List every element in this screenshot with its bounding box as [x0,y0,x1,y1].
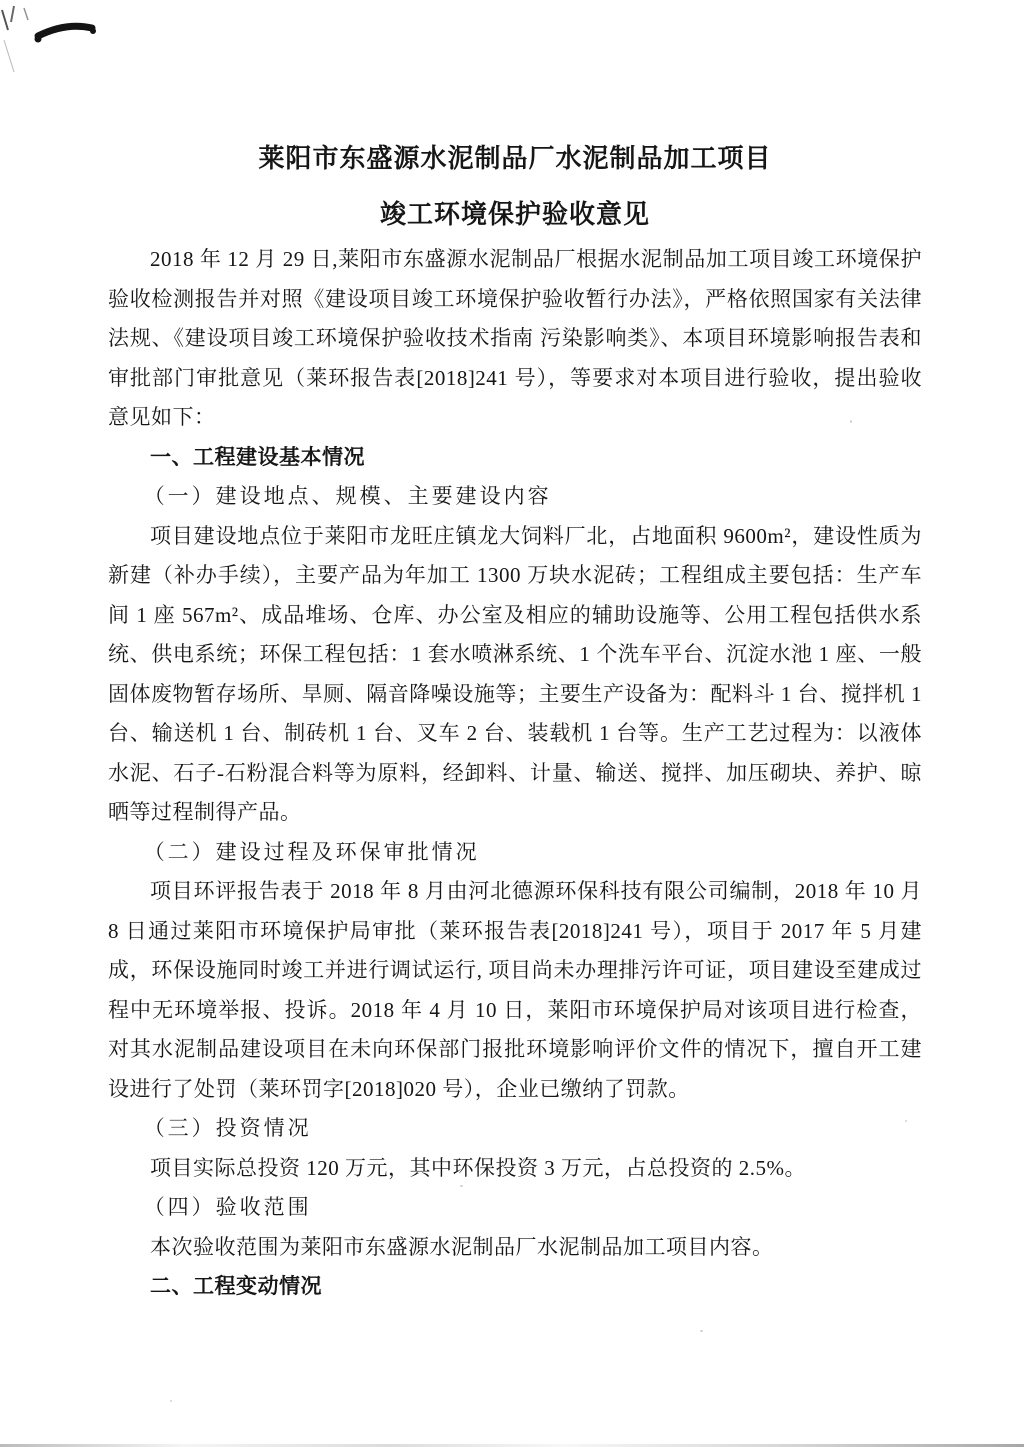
section-heading: （四）验收范围 [143,1195,312,1219]
paragraph: 项目实际总投资 120 万元，其中环保投资 3 万元，占总投资的 2.5%。 [150,1155,806,1180]
paragraph: 2018 年 12 月 29 日,莱阳市东盛源水泥制品厂根据水泥制品加工项目竣工环境保护验收检测报告并对照《建设项目竣工环境保护验收暂行办法》，严格依照国家有关法律法规、《建设项目竣工环境保护验收技术指南 污染影响类》、本项目环境影响报告表和审批部门审批意见（莱环报告表[2018]241 号），等要求对本项目进行验收，提出验收意见如下： [108,247,922,429]
document-title-line2: 竣工环境保护验收意见 [379,200,650,229]
document-title-line1: 莱阳市东盛源水泥制品厂水泥制品加工项目 [258,144,772,173]
section-heading: 一、工程建设基本情况 [150,444,365,469]
section-heading: （二）建设过程及环保审批情况 [143,839,480,864]
paragraph: 项目环评报告表于 2018 年 8 月由河北德源环保科技有限公司编制，2018 年 10 月 8 日通过莱阳市环境保护局审批（莱环报告表[2018]241 号），项目于 2017 年 5 月建成，环保设施同时竣工并进行调试运行, 项目尚未办理排污许可证，项目建设至建成过程中无环境举报、投诉。2018 年 4 月 10 日，莱阳市环境保护局对该项目进行检查，对其水泥制品建设项目在未向环保部门报批环境影响评价文件的情况下，擅自开工建设进行了处罚（莱环罚字[2018]020 号），企业已缴纳了罚款。 [108,879,922,1101]
document-content [108,142,922,1307]
paragraph: 项目建设地点位于莱阳市龙旺庄镇龙大饲料厂北，占地面积 9600m²，建设性质为新建（补办手续），主要产品为年加工 1300 万块水泥砖；工程组成主要包括：生产车间 1 座 567m²、成品堆场、仓库、办公室及相应的辅助设施等、公用工程包括供水系统、供电系统；环保工程包括：1 套水喷淋系统、1 个洗车平台、沉淀水池 1 座、一般固体废物暂存场所、旱厕、隔音降噪设施等；主要生产设备为：配料斗 1 台、搅拌机 1 台、输送机 1 台、制砖机 1 台、叉车 2 台、装载机 1 台等。生产工艺过程为：以液体水泥、石子-石粉混合料等为原料，经卸料、计量、输送、搅拌、加压砌块、养护、晾晒等过程制得产品。 [108,523,922,824]
section-heading: （一）建设地点、规模、主要建设内容 [143,484,552,508]
document-body [108,240,922,1307]
scan-speckle [170,1400,172,1402]
section-heading: （三）投资情况 [143,1116,312,1140]
scan-speckle [700,1330,703,1332]
pen-stroke-mark [0,0,160,110]
paragraph: 本次验收范围为莱阳市东盛源水泥制品厂水泥制品加工项目内容。 [150,1234,774,1259]
section-heading: 二、工程变动情况 [150,1274,322,1298]
